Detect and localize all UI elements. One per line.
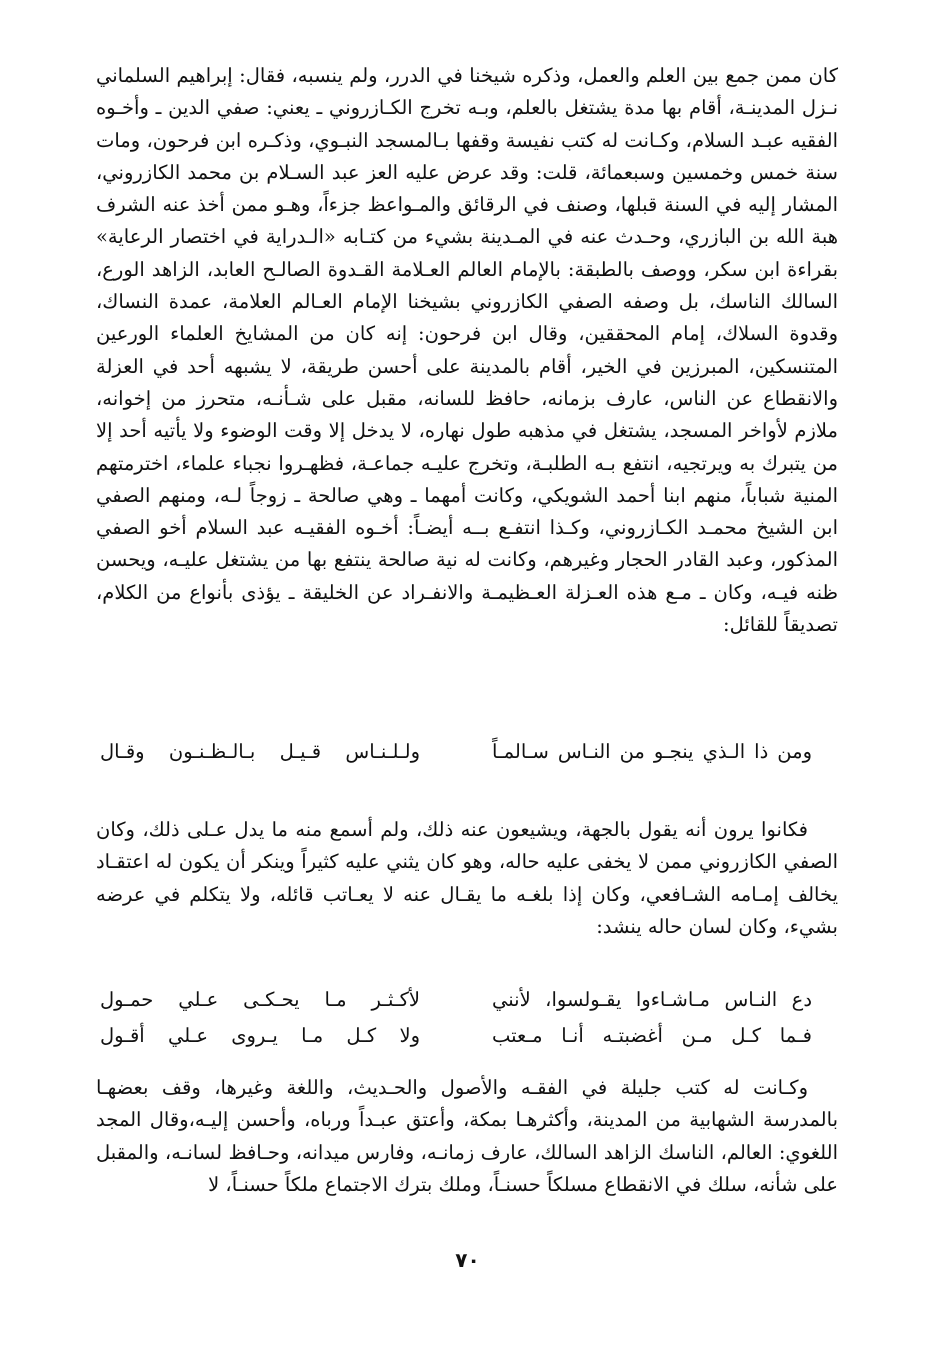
paragraph-text: كان ممن جمع بين العلم والعمل، وذكره شيخنا في الدرر، ولم ينسبه، فقال: إبراهيم السلماني نـزل المدينـة، أقام بها مدة يشتغل بالعلم، وبـه تخرج الكـازروني ـ يعني: صفي الدين ـ وأخـوه الفقيه عبـد السلام، وكـانت له كتب نفيسة وقفها بـالمسجد النبـوي، وذكـره ابن فرحون، ومات سنة خمس وخمسين وسبعمائة، قلت: وقد عرض عليه العز عبد السـلام بن محمد الكازروني، المشار إليه في السنة قبلها، وصنف في الرقائق والمـواعظ جزءاً، وهـو ممن أخذ عنه الشرف هبة الله بن البازري، وحـدث عنه في المـدينة بشيء من كتـابه «الـدراية في اختصار الرعاية» بقراءة ابن سكر، ووصف بالطبقة: بالإمام العالم العـلامة القـدوة الصالـح العابد، الزاهد الورع، السالك الناسك، بل وصفه الصفي الكازروني بشيخنا الإمام العـالم العلامة، عمدة النساك، وقدوة السلاك، إمام المحققين، وقال ابن فرحون: إنه كان من المشايخ العلماء الورعين المتنسكين، المبرزين في الخير، أقام بالمدينة على أحسن طريقة، لا يشبهه أحد في العزلة والانقطاع عن الناس، عارف بزمانه، حافظ للسانه، مقبل على شـأنـه، متحرز من إخوانه، ملازم لأواخر المسجد، يشتغل في مذهبه طول نهاره، لا يدخل إلا وقت الوضوء ولا يأتيه أحد إلا من يتبرك به ويرتجيه، انتفع بـه الطلبـة، وتخرج عليـه جماعـة، فظهـروا نجباء علماء، اخترمتهم المنية شباباً، منهم ابنا أحمد الشويكي، وكانت أمهما ـ وهي صالحة ـ زوجاً لـه، ومنهم الصفي ابن الشيخ محمـد الكـازروني، وكـذا انتفـع بــه أيضـاً: أخـوه الفقيـه عبد السلام أخو الصفي المذكور، وعبد القادر الحجار وغيرهم، وكانت له نية صالحة ينتفع بها من يشتغل عليـه، ويحسن ظنه فيـه، وكان ـ مـع هذه العـزلة العـظيمـة والانفـراد عن الخليقة ـ يؤذى بأنواع من الكلام، تصديقاً للقائل: bbox=[96, 64, 838, 637]
paragraph-biography bbox=[96, 60, 838, 641]
verse-second-hemistich: لأكـثـر مـا يحـكـى عـلي حمـول bbox=[100, 988, 420, 1011]
poetry-verse bbox=[100, 1024, 812, 1047]
paragraph-commentary bbox=[96, 814, 838, 943]
paragraph-books bbox=[96, 1072, 838, 1201]
verse-first-hemistich: فـما كـل مـن أغضبتـه أنـا مـعتب bbox=[492, 1024, 812, 1047]
verse-first-hemistich: ومن ذا الـذي ينجـو من النـاس سـالمـاً bbox=[492, 740, 812, 763]
page-number: ٧٠ bbox=[455, 1248, 480, 1272]
verse-second-hemistich: ولا كـل مـا يـروى عـلي أقـول bbox=[100, 1024, 420, 1047]
paragraph-text: وكـانت له كتب جليلة في الفقـه والأصول والحـديث، واللغة وغيرها، وقف بعضهـا بالمدرسة الشهابية من المدينة، وأكثرهـا بمكة، وأعتق عبـداً ورباه، وأحسن إليـه،وقال المجد اللغوي: العالم، الناسك الزاهد السالك، عارف زمانـه، وفارس ميدانه، وحـافظ لسانـه، والمقبل على شأنه، سلك في الانقطاع مسلكاً حسنـاً، وملك بترك الاجتماع ملكاً حسنـاً، لا bbox=[96, 1076, 838, 1196]
poetry-verse bbox=[100, 988, 812, 1011]
poetry-verse bbox=[100, 740, 812, 763]
verse-first-hemistich: دع النـاس مـاشـاءوا يقـولسوا، لأنني bbox=[492, 988, 812, 1011]
paragraph-text: فكانوا يرون أنه يقول بالجهة، ويشيعون عنه ذلك، ولم أسمع منه ما يدل عـلى ذلك، وكان الصفي الكازروني ممن لا يخفى عليه حاله، وهو كان يثني عليه كثيراً وينكر أن يكون له اعتقـاد يخالف إمـامه الشـافعي، وكان إذا بلغـه ما يقـال عنه لا يعـاتب قائله، ولا يتكلم في عرضه بشيء، وكان لسان حاله ينشد: bbox=[96, 818, 838, 938]
verse-second-hemistich: ولـلـنـاس قـيـل بـالـظـنـون وقـال bbox=[100, 740, 420, 763]
